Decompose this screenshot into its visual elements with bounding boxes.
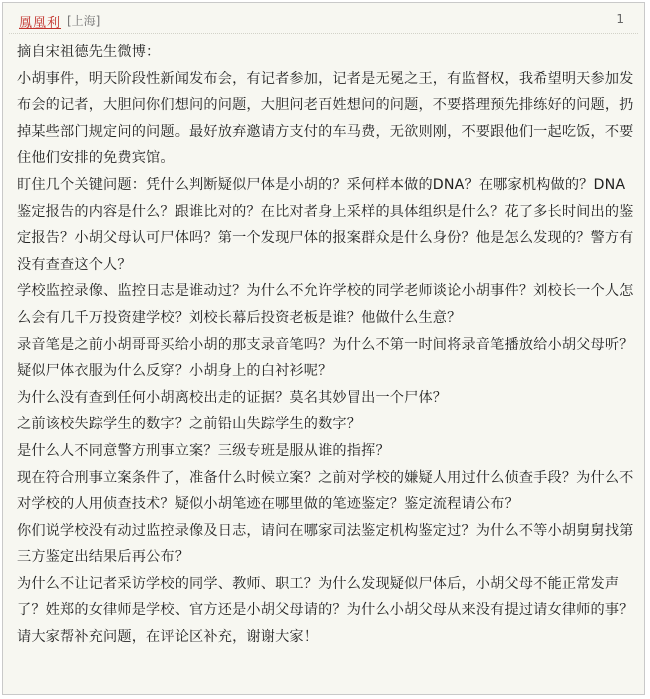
post-paragraph: 现在符合刑事立案条件了，准备什么时候立案？之前对学校的嫌疑人用过什么侦查手段？为什么不对学校的人用侦查技术？疑似小胡笔迹在哪里做的笔迹鉴定？鉴定流程请公布？ xyxy=(17,469,634,513)
post-header xyxy=(9,3,638,34)
post-paragraph: 之前该校失踪学生的数字？之前铅山失踪学生的数字？ xyxy=(17,416,362,433)
post-paragraph-closing: 请大家帮补充问题，在评论区补充，谢谢大家！ xyxy=(17,629,319,646)
forum-post xyxy=(2,2,645,695)
post-body xyxy=(17,39,635,651)
post-paragraph: 是什么人不同意警方刑事立案？三级专班是服从谁的指挥？ xyxy=(17,442,390,459)
post-paragraph: 疑似尸体衣服为什么反穿？小胡身上的白衬衫呢？ xyxy=(17,363,333,380)
author-location: [上海] xyxy=(67,14,101,28)
author-name-link[interactable]: 鳳凰利 xyxy=(19,16,62,31)
post-paragraph: 录音笔是之前小胡哥哥买给小胡的那支录音笔吗？为什么不第一时间将录音笔播放给小胡父母听？ xyxy=(17,336,634,353)
post-paragraph: 盯住几个关键问题：凭什么判断疑似尸体是小胡的？采何样本做的DNA？在哪家机构做的？DNA鉴定报告的内容是什么？跟谁比对的？在比对者身上采样的具体组织是什么？花了多长时间出的鉴定报告？小胡父母认可尸体吗？第一个发现尸体的报案群众是什么身份？他是怎么发现的？警方有没有查查这个人？ xyxy=(17,176,634,273)
floor-number: 1 xyxy=(616,12,624,26)
post-paragraph-source: 摘自宋祖德先生微博： xyxy=(17,44,161,60)
post-paragraph: 小胡事件，明天阶段性新闻发布会，有记者参加，记者是无冕之王，有监督权，我希望明天参加发布会的记者，大胆问你们想问的问题，大胆问老百姓想问的问题，不要搭理预先排练好的问题，扔掉某些部门规定问的问题。最好放弃邀请方支付的车马费，无欲则刚，不要跟他们一起吃饭，不要住他们安排的免费宾馆。 xyxy=(17,70,634,167)
post-paragraph: 为什么没有查到任何小胡离校出走的证据？莫名其妙冒出一个尸体？ xyxy=(17,389,448,406)
post-paragraph: 学校监控录像、监控日志是谁动过？为什么不允许学校的同学老师谈论小胡事件？刘校长一个人怎么会有几千万投资建学校？刘校长幕后投资老板是谁？他做什么生意？ xyxy=(17,283,634,326)
post-paragraph: 你们说学校没有动过监控录像及日志，请问在哪家司法鉴定机构鉴定过？为什么不等小胡舅舅找第三方鉴定出结果后再公布？ xyxy=(17,522,634,566)
post-paragraph: 为什么不让记者采访学校的同学、教师、职工？为什么发现疑似尸体后，小胡父母不能正常发声了？姓郑的女律师是学校、官方还是小胡父母请的？为什么小胡父母从来没有提过请女律师的事？ xyxy=(17,575,634,619)
